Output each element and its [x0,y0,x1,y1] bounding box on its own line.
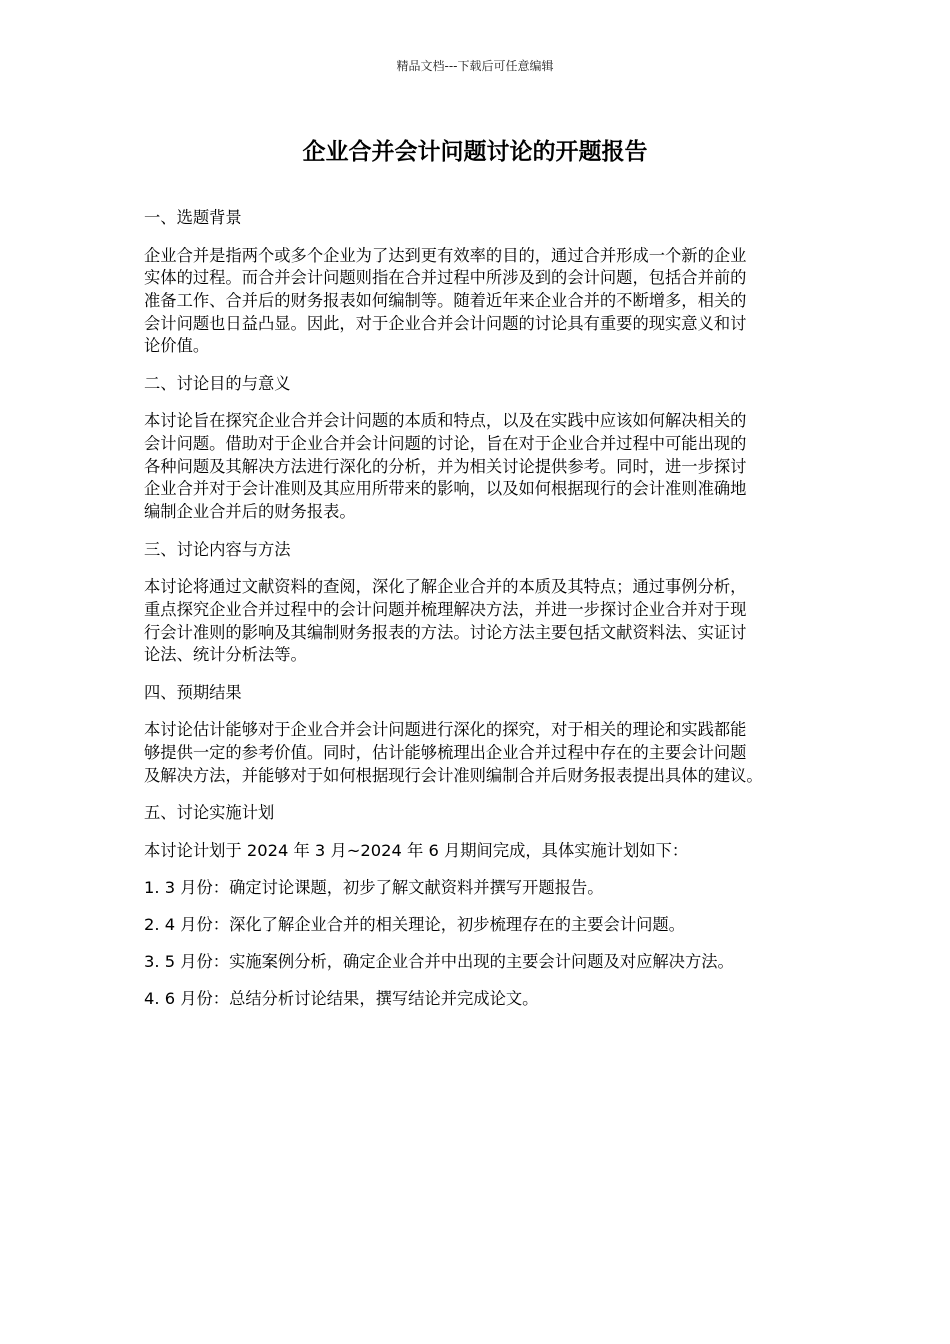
paragraph-line: 企业合并是指两个或多个企业为了达到更有效率的目的，通过合并形成一个新的企业 [144,245,747,265]
document-title: 企业合并会计问题讨论的开题报告 [302,139,648,165]
paragraph-line: 本讨论估计能够对于企业合并会计问题进行深化的探究，对于相关的理论和实践都能 [144,720,747,740]
paragraph-line: 及解决方法，并能够对于如何根据现行会计准则编制合并后财务报表提出具体的建议。 [144,765,763,785]
paragraph-line: 论法、统计分析法等。 [144,645,307,665]
paragraph-line: 本讨论计划于 2024 年 3 月~2024 年 6 月期间完成，具体实施计划如下： [144,840,689,860]
paragraph-line: 会计问题也日益凸显。因此，对于企业合并会计问题的讨论具有重要的现实意义和讨 [144,313,747,333]
paragraph-line: 编制企业合并后的财务报表。 [144,502,356,522]
section-heading: 四、预期结果 [144,682,242,702]
paragraph-line: 实体的过程。而合并会计问题则指在合并过程中所涉及到的会计问题，包括合并前的 [144,268,747,288]
plan-list-item: 1. 3 月份：确定讨论课题，初步了解文献资料并撰写开题报告。 [144,878,604,898]
paragraph-line: 够提供一定的参考价值。同时，估计能够梳理出企业合并过程中存在的主要会计问题 [144,742,747,762]
document-body [144,207,808,1025]
paragraph-line: 重点探究企业合并过程中的会计问题并梳理解决方法，并进一步探讨企业合并对于现 [144,599,747,619]
paragraph-line: 本讨论将通过文献资料的查阅，深化了解企业合并的本质及其特点；通过事例分析， [144,577,747,597]
paragraph-line: 本讨论旨在探究企业合并会计问题的本质和特点，以及在实践中应该如何解决相关的 [144,411,747,431]
paragraph-line: 论价值。 [144,336,210,356]
header-note: 精品文档---下载后可任意编辑 [396,59,554,73]
section-paragraph [144,245,808,359]
paragraph-line: 行会计准则的影响及其编制财务报表的方法。讨论方法主要包括文献资料法、实证讨 [144,622,747,642]
paragraph-line: 会计问题。借助对于企业合并会计问题的讨论，旨在对于企业合并过程中可能出现的 [144,434,747,454]
paragraph-line: 准备工作、合并后的财务报表如何编制等。随着近年来企业合并的不断增多，相关的 [144,290,747,310]
plan-list-item: 3. 5 月份：实施案例分析，确定企业合并中出现的主要会计问题及对应解决方法。 [144,952,734,972]
section-paragraph [144,719,808,787]
section-heading: 二、讨论目的与意义 [144,373,291,393]
section-paragraph [144,840,808,863]
plan-list-item: 4. 6 月份：总结分析讨论结果，撰写结论并完成论文。 [144,989,539,1009]
section-heading: 五、讨论实施计划 [144,803,275,823]
section-heading: 三、讨论内容与方法 [144,539,291,559]
section-paragraph [144,576,808,667]
plan-list-item: 2. 4 月份：深化了解企业合并的相关理论，初步梳理存在的主要会计问题。 [144,915,685,935]
paragraph-line: 各种问题及其解决方法进行深化的分析，并为相关讨论提供参考。同时，进一步探讨 [144,456,747,476]
paragraph-line: 企业合并对于会计准则及其应用所带来的影响，以及如何根据现行的会计准则准确地 [144,479,747,499]
section-heading: 一、选题背景 [144,208,242,227]
section-paragraph [144,410,808,524]
